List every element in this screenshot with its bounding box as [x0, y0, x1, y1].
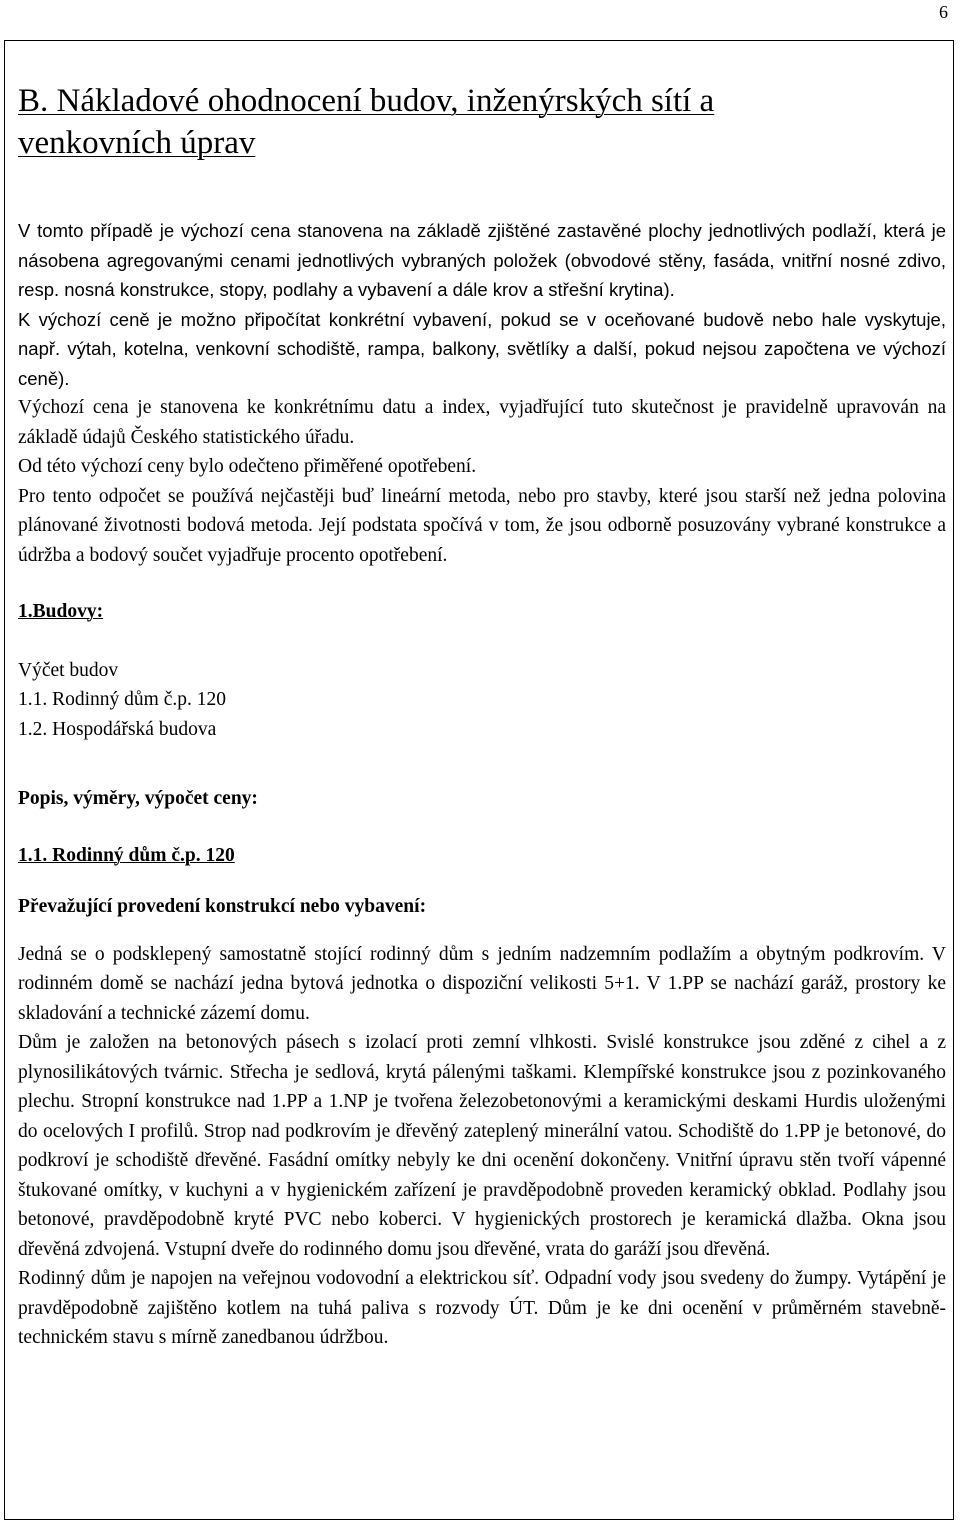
description-block	[18, 940, 946, 1353]
budovy-heading: 1.Budovy:	[18, 601, 104, 622]
paragraph: K výchozí ceně je možno připočítat konkrétní vybavení, pokud se v oceňované budově nebo hale vyskytuje, např. výtah, kotelna, venkovní schodiště, rampa, balkony, světlíky a další, pokud nejsou započtena ve výchozí ceně).	[18, 308, 946, 389]
intro-block	[18, 216, 946, 393]
rd-heading: 1.1. Rodinný dům č.p. 120	[18, 844, 235, 866]
paragraph: Pro tento odpočet se používá nejčastěji buď lineární metoda, nebo pro stavby, které jsou starší než jedna polovina plánované životnosti bodová metoda. Její podstata spočívá v tom, že jsou odborně posuzovány vybrané konstrukce a údržba a bodový součet vyjadřuje procento opotřebení.	[18, 485, 946, 566]
paragraph: Jedná se o podsklepený samostatně stojící rodinný dům s jedním nadzemním podlažím a obytným podkrovím. V rodinném domě se nachází jedna bytová jednotka o dispoziční velikosti 5+1. V 1.PP se nachází garáž, prostory ke skladování a technické zázemí domu.	[18, 943, 946, 1024]
paragraph: Rodinný dům je napojen na veřejnou vodovodní a elektrickou síť. Odpadní vody jsou svedeny do žumpy. Vytápění je pravděpodobně zajištěno kotlem na tuhá paliva s rozvody ÚT. Dům je ke dni ocenění v průměrném stavebně-technickém stavu s mírně zanedbanou údržbou.	[18, 1268, 946, 1348]
paragraph: Výchozí cena je stanovena ke konkrétnímu datu a index, vyjadřující tuto skutečnost je pravidelně upravován na základě údajů Českého statistického úřadu.	[18, 397, 946, 448]
paragraph: V tomto případě je výchozí cena stanovena na základě zjištěné zastavěné plochy jednotlivých podlaží, která je násobena agregovanými cenami jednotlivých vybraných položek (obvodové stěny, fasáda, vnitřní nosné zdivo, resp. nosná konstrukce, stopy, podlahy a vybavení a dále krov a střešní krytina).	[18, 220, 946, 300]
list-title: Výčet budov	[18, 659, 119, 681]
prevazujici-heading: Převažující provedení konstrukcí nebo vybavení:	[18, 896, 427, 917]
building-list	[18, 656, 946, 745]
list-item: 1.2. Hospodářská budova	[18, 718, 217, 740]
section-title: B. Nákladové ohodnocení budov, inženýrských sítí a venkovních úprav	[18, 83, 715, 161]
paragraph: Dům je založen na betonových pásech s izolací proti zemní vlhkosti. Svislé konstrukce jsou zděné z cihel a z plynosilikátových tvárnic. Střecha je sedlová, krytá pálenými taškami. Klempířské konstrukce jsou z pozinkovaného plechu. Stropní konstrukce nad 1.PP a 1.NP je tvořena železobetonovými a keramickými deskami Hurdis uloženými do ocelových I profilů. Strop nad podkrovím je dřevěný zateplený minerální vatou. Schodiště do 1.PP je betonové, do podkroví je schodiště dřevěné. Fasádní omítky nebyly ke dni ocenění dokončeny. Vnitřní úpravu stěn tvoří vápenné štukované omítky, v kuchyni a v hygienickém zařízení je pravděpodobně proveden keramický obklad. Podlahy jsou betonové, pravděpodobně kryté PVC nebo koberci. V hygienických prostorech je keramická dlažba. Okna jsou dřevěná zdvojená. Vstupní dveře do rodinného domu jsou dřevěné, vrata do garáží jsou dřevěná.	[18, 1032, 946, 1260]
document-content	[18, 80, 946, 1353]
popis-heading: Popis, výměry, výpočet ceny:	[18, 788, 258, 809]
list-item: 1.1. Rodinný dům č.p. 120	[18, 689, 226, 710]
method-block	[18, 393, 946, 570]
paragraph: Od této výchozí ceny bylo odečteno přiměřené opotřebení.	[18, 456, 477, 477]
page-number: 6	[939, 2, 948, 22]
